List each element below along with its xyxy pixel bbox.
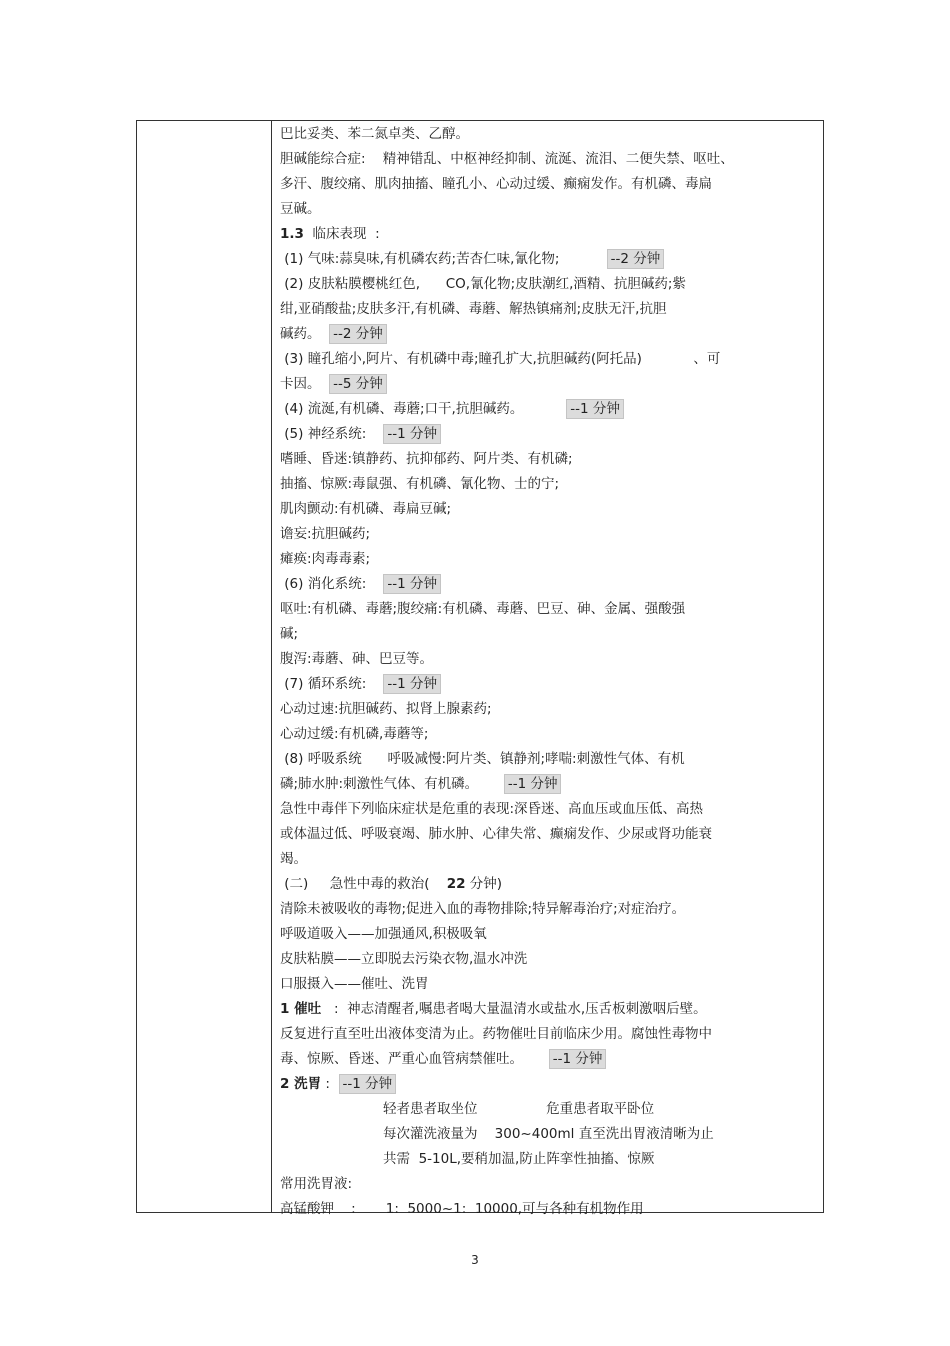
text-segment: 口服摄入——催吐、洗胃 [280, 976, 429, 992]
text-segment: 急性中毒伴下列临床症状是危重的表现:深昏迷、高血压或血压低、高热 [280, 801, 704, 817]
text-line [280, 974, 429, 994]
duration-tag: --1 分钟 [549, 1049, 607, 1069]
text-segment: : 神志清醒者,嘱患者喝大量温清水或盐水,压舌板刺激咽后壁。 [321, 1001, 707, 1017]
section-number: 1.3 [280, 226, 304, 242]
text-line [280, 549, 370, 569]
text-line [280, 1024, 712, 1044]
duration-tag: --1 分钟 [383, 574, 441, 594]
text-line [280, 674, 441, 694]
text-segment: 多汗、腹绞痛、肌肉抽搐、瞳孔小、心动过缓、癫痫发作。有机磷、毒扁 [280, 176, 712, 192]
text-segment: 瘫痪:肉毒毒素; [280, 551, 371, 567]
text-line [280, 499, 451, 519]
text-segment: (5) 神经系统: [280, 426, 384, 442]
text-line [280, 324, 387, 344]
text-line [280, 724, 428, 744]
text-segment: 清除未被吸收的毒物;促进入血的毒物排除;特异解毒治疗;对症治疗。 [280, 901, 686, 917]
text-segment: 共需 5-10L,要稍加温,防止阵挛性抽搐、惊厥 [280, 1151, 655, 1167]
text-line [280, 249, 664, 269]
text-segment: (2) 皮肤粘膜樱桃红色, CO,氰化物;皮肤潮红,酒精、抗胆碱药;紫 [280, 276, 686, 292]
text-line [280, 1074, 396, 1094]
text-line [280, 174, 712, 194]
text-line [280, 1049, 606, 1069]
text-line [280, 349, 720, 369]
duration-tag: --1 分钟 [504, 774, 562, 794]
content-table [136, 120, 824, 1217]
text-segment: 巴比妥类、苯二氮卓类、乙醇。 [280, 126, 469, 142]
text-line [280, 1099, 654, 1119]
text-line [280, 1124, 714, 1144]
text-line [280, 274, 686, 294]
text-line [280, 749, 685, 769]
text-line [280, 524, 370, 544]
text-line [280, 599, 685, 619]
text-line [280, 399, 624, 419]
text-line [280, 624, 298, 644]
text-line [280, 149, 734, 169]
duration-tag: --2 分钟 [607, 249, 665, 269]
text-segment: (8) 呼吸系统 呼吸减慢:阿片类、镇静剂;哮喘:刺激性气体、有机 [280, 751, 685, 767]
text-line [280, 199, 321, 219]
text-segment: 腹泻:毒蘑、砷、巴豆等。 [280, 651, 434, 667]
text-segment: (6) 消化系统: [280, 576, 384, 592]
text-segment: 分钟) [465, 876, 503, 892]
duration-tag: --1 分钟 [383, 674, 441, 694]
text-segment: (7) 循环系统: [280, 676, 384, 692]
text-line [280, 424, 441, 444]
text-segment: 胆碱能综合症: 精神错乱、中枢神经抑制、流涎、流泪、二便失禁、呕吐、 [280, 151, 734, 167]
text-line [280, 1149, 654, 1169]
text-line [280, 474, 559, 494]
text-line [280, 224, 380, 244]
text-line [280, 774, 561, 794]
text-line [280, 799, 703, 819]
duration-tag: --1 分钟 [566, 399, 624, 419]
text-segment: (1) 气味:蒜臭味,有机磷农药;苦杏仁味,氰化物; [280, 251, 607, 267]
section-number: 2 洗胃 [280, 1076, 322, 1092]
text-segment: 常用洗胃液: [280, 1176, 353, 1192]
text-segment: 临床表现 : [303, 226, 380, 242]
text-line [280, 1174, 352, 1194]
text-segment: 抽搐、惊厥:毒鼠强、有机磷、氰化物、士的宁; [280, 476, 560, 492]
duration-tag: --1 分钟 [339, 1074, 397, 1094]
text-line [280, 849, 307, 869]
duration-tag: --2 分钟 [329, 324, 387, 344]
text-segment: 每次灌洗液量为 300~400ml 直至洗出胃液清晰为止 [280, 1126, 714, 1142]
text-segment: 心动过缓:有机磷,毒蘑等; [280, 726, 429, 742]
text-segment: 皮肤粘膜——立即脱去污染衣物,温水冲洗 [280, 951, 528, 967]
text-segment: (4) 流涎,有机磷、毒蘑;口干,抗胆碱药。 [280, 401, 567, 417]
text-line [280, 824, 712, 844]
text-line [280, 924, 487, 944]
text-segment: 轻者患者取坐位 危重患者取平卧位 [280, 1101, 655, 1117]
text-segment: 竭。 [280, 851, 307, 867]
text-segment: (二) 急性中毒的救治( [280, 876, 447, 892]
page-number: 3 [471, 1253, 479, 1267]
text-segment: 高锰酸钾 : 1: 5000~1: 10000,可与各种有机物作用 [280, 1201, 644, 1217]
text-segment: 呕吐:有机磷、毒蘑;腹绞痛:有机磷、毒蘑、巴豆、砷、金属、强酸强 [280, 601, 686, 617]
text-segment: 肌肉颤动:有机磷、毒扁豆碱; [280, 501, 452, 517]
text-line [280, 699, 492, 719]
text-segment: 碱药。 [280, 326, 330, 342]
text-segment: 绀,亚硝酸盐;皮肤多汗,有机磷、毒蘑、解热镇痛剂;皮肤无汗,抗胆 [280, 301, 667, 317]
text-segment: 反复进行直至吐出液体变清为止。药物催吐目前临床少用。腐蚀性毒物中 [280, 1026, 712, 1042]
text-segment: 碱; [280, 626, 299, 642]
text-segment: 谵妄:抗胆碱药; [280, 526, 371, 542]
text-line [280, 449, 573, 469]
duration-tag: --5 分钟 [329, 374, 387, 394]
text-line [280, 124, 469, 144]
text-line [280, 999, 707, 1019]
text-segment: : [321, 1076, 339, 1092]
section-number: 1 催吐 [280, 1001, 322, 1017]
text-segment: 豆碱。 [280, 201, 321, 217]
text-line [280, 1199, 644, 1219]
text-segment: 嗜睡、昏迷:镇静药、抗抑郁药、阿片类、有机磷; [280, 451, 573, 467]
text-segment: 或体温过低、呼吸衰竭、肺水肿、心律失常、癫痫发作、少尿或肾功能衰 [280, 826, 712, 842]
text-line [280, 949, 527, 969]
text-segment: 心动过速:抗胆碱药、拟肾上腺素药; [280, 701, 492, 717]
duration-tag: --1 分钟 [383, 424, 441, 444]
text-segment: 毒、惊厥、昏迷、严重心血管病禁催吐。 [280, 1051, 549, 1067]
text-segment: (3) 瞳孔缩小,阿片、有机磷中毒;瞳孔扩大,抗胆碱药(阿托品) 、可 [280, 351, 721, 367]
text-segment: 呼吸道吸入——加强通风,积极吸氧 [280, 926, 487, 942]
text-line [280, 649, 433, 669]
text-line [280, 374, 387, 394]
text-segment: 磷;肺水肿:刺激性气体、有机磷。 [280, 776, 504, 792]
text-line [280, 299, 666, 319]
text-line [280, 574, 441, 594]
section-number: 22 [446, 876, 466, 892]
column-divider [271, 121, 272, 1212]
text-line [280, 899, 685, 919]
text-line [280, 874, 502, 894]
text-segment: 卡因。 [280, 376, 330, 392]
